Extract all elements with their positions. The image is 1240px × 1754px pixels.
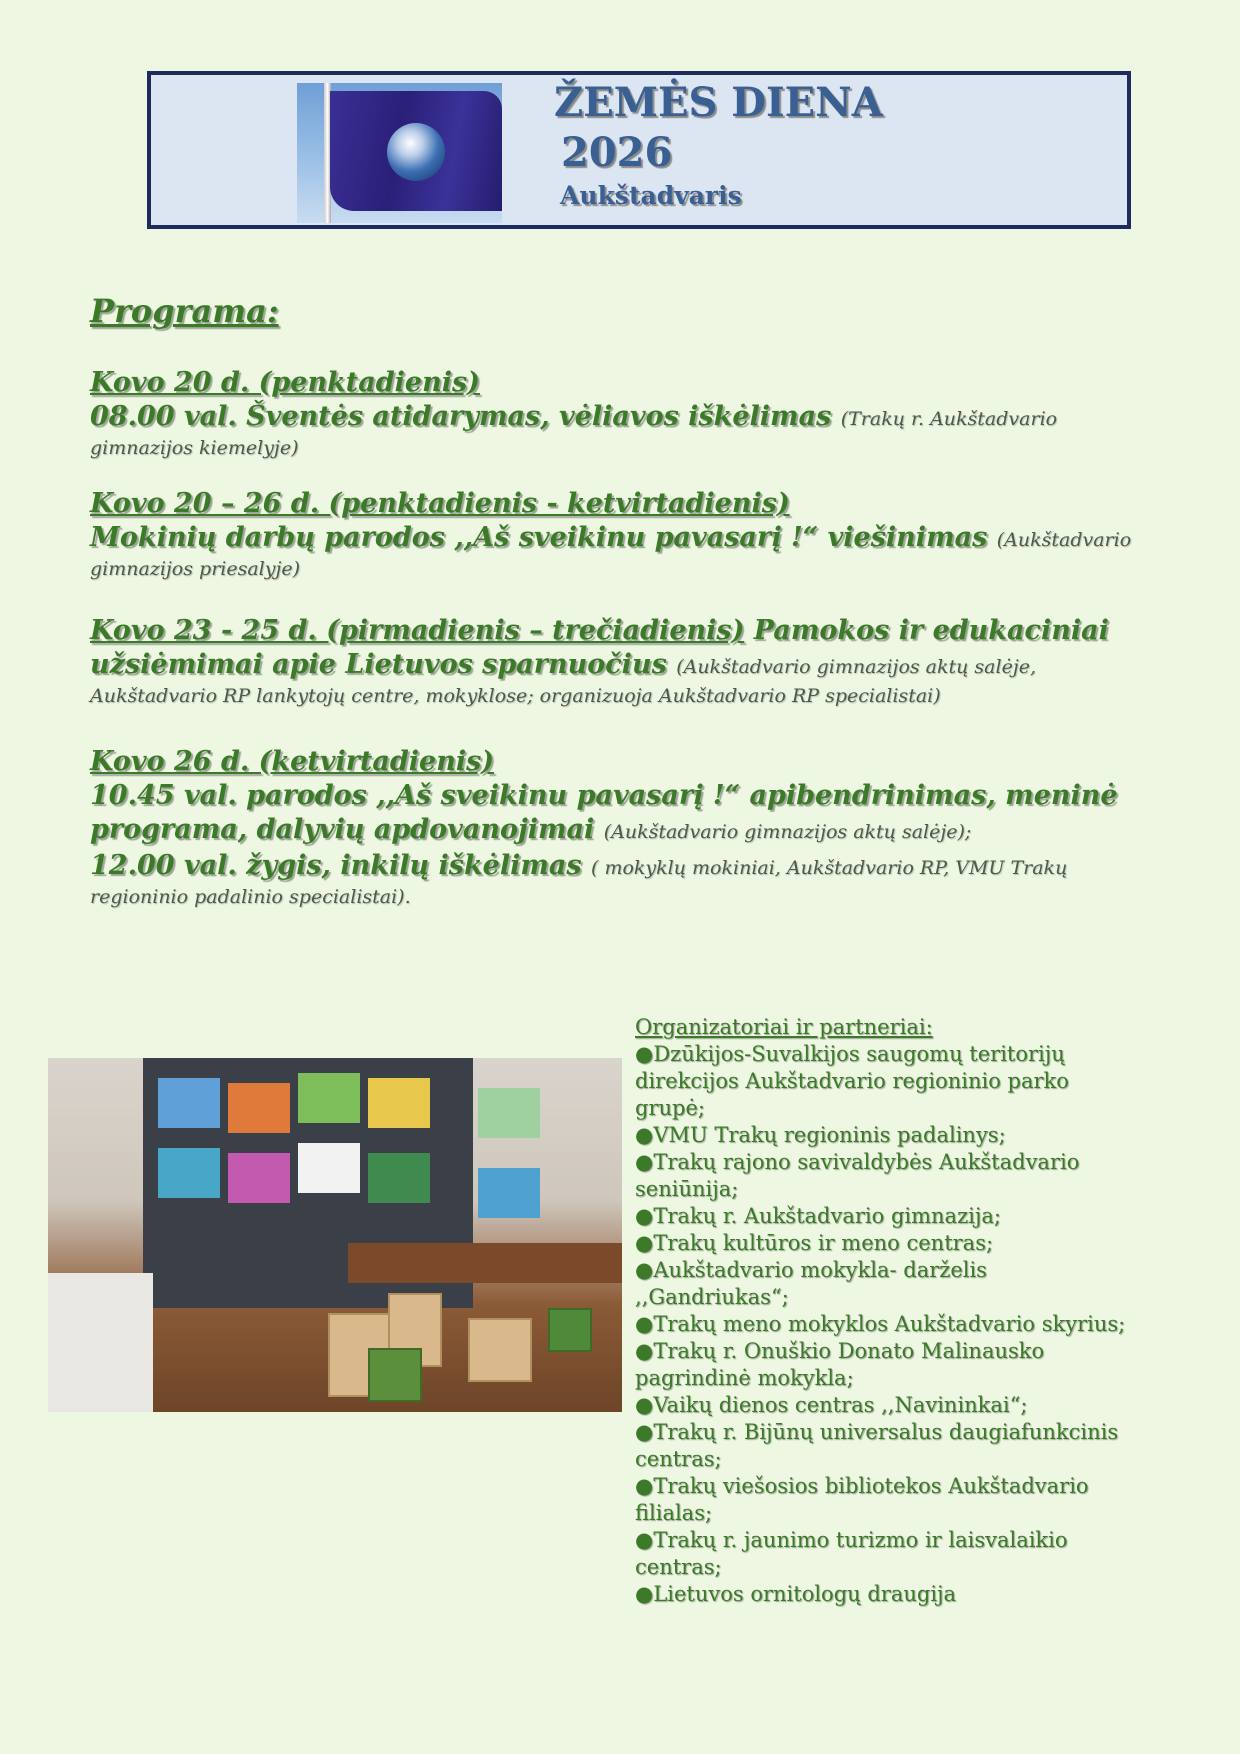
drawing-image [228,1153,290,1203]
birdhouse [548,1308,592,1352]
header-banner [147,71,1131,229]
event-place: Aukštadvaris [560,181,742,210]
partner-line: ●Trakų rajono savivaldybės Aukštadvario [635,1150,1080,1174]
partners-heading: Organizatoriai ir partneriai: [635,1015,933,1039]
event-note: (Aukštadvario [996,529,1132,551]
partner-line: centras; [635,1555,722,1579]
drawing-image [298,1073,360,1123]
event-text [90,648,1190,684]
drawing-image [368,1153,430,1203]
program-event-1 [90,366,1190,460]
drawing-image [478,1168,540,1218]
partner-line: grupė; [635,1096,705,1120]
partner-line: ●Trakų meno mokyklos Aukštadvario skyrius; [635,1312,1126,1336]
event-title: 10.45 val. parodos ,,Aš sveikinu pavasarį !“ apibendrinimas, meninė [90,780,1118,811]
partner-line: ●Dzūkijos-Suvalkijos saugomų teritorijų [635,1042,1065,1066]
event-text [90,400,1190,436]
event-title-cont: užsiėmimai apie Lietuvos sparnuočius [90,649,667,680]
drawing-image [368,1078,430,1128]
birdhouse [368,1348,422,1402]
event-title: Pamokos ir edukaciniai [753,615,1109,646]
partner-line: ●Trakų viešosios bibliotekos Aukštadvario [635,1474,1089,1498]
partner-line: centras; [635,1447,722,1471]
drawing-image [228,1083,290,1133]
partner-line: ●VMU Trakų regioninis padalinys; [635,1123,1006,1147]
partner-line: ●Aukštadvario mokykla- darželis [635,1258,987,1282]
event-note: (Trakų r. Aukštadvario [840,408,1058,430]
page-title: ŽEMĖS DIENA [554,79,883,126]
event-note: (Aukštadvario gimnazijos aktų salėje); [603,821,972,843]
partners-list [635,1014,1195,1608]
table-cloth [48,1273,153,1412]
event-text [90,813,1190,849]
drawing-image [158,1078,220,1128]
program-event-2 [90,487,1190,581]
partner-line: filialas; [635,1501,713,1525]
event-date: Kovo 23 - 25 d. (pirmadienis – trečiadienis) [90,615,745,646]
partner-line: ●Trakų r. Aukštadvario gimnazija; [635,1204,1001,1228]
event-note-cont: Aukštadvario RP lankytojų centre, mokyklose; organizuoja Aukštadvario RP specialistai) [90,685,941,707]
birdhouse [468,1318,532,1382]
partner-line: ●Trakų kultūros ir meno centras; [635,1231,994,1255]
event-text [90,521,1190,557]
partner-line: ●Trakų r. jaunimo turizmo ir laisvalaikio [635,1528,1068,1552]
event-title-2: 12.00 val. žygis, inkilų iškėlimas [90,850,582,881]
partner-line: ,,Gandriukas“; [635,1285,789,1309]
drawing-image [478,1088,540,1138]
partner-line: ●Trakų r. Onuškio Donato Malinausko [635,1339,1045,1363]
event-text-2 [90,849,1190,885]
event-date: Kovo 20 – 26 d. (penktadienis - ketvirtadienis) [90,488,790,519]
partner-line: pagrindinė mokykla; [635,1366,854,1390]
partner-line: ●Vaikų dienos centras ,,Navininkai“; [635,1393,1028,1417]
event-title: 08.00 val. Šventės atidarymas, vėliavos iškėlimas [90,401,832,432]
exhibit-desk [348,1243,622,1283]
event-note-cont: regioninio padalinio specialistai). [90,886,411,908]
program-heading: Programa: [90,292,279,330]
earth-flag-image [297,83,502,223]
drawing-image [158,1148,220,1198]
program-event-4 [90,745,1190,909]
partner-line: direkcijos Aukštadvario regioninio parko [635,1069,1069,1093]
partner-line: ●Lietuvos ornitologų draugija [635,1582,957,1606]
event-note-cont: gimnazijos priesalyje) [90,558,301,580]
event-date: Kovo 20 d. (penktadienis) [90,367,480,398]
partner-line: seniūnija; [635,1177,739,1201]
event-year: 2026 [561,129,673,176]
drawing-image [298,1143,360,1193]
event-date-line [90,614,1190,648]
event-note: (Aukštadvario gimnazijos aktų salėje, [676,656,1036,678]
program-event-3 [90,614,1190,708]
event-date: Kovo 26 d. (ketvirtadienis) [90,746,495,777]
event-title-cont: programa, dalyvių apdovanojimai [90,814,595,845]
earth-globe-icon [387,123,445,181]
exhibition-photo [48,1058,622,1412]
partner-line: ●Trakų r. Bijūnų universalus daugiafunkcinis [635,1420,1119,1444]
event-note-cont: gimnazijos kiemelyje) [90,437,299,459]
event-note-2: ( mokyklų mokiniai, Aukštadvario RP, VMU Trakų [591,857,1068,879]
event-title: Mokinių darbų parodos ,,Aš sveikinu pavasarį !“ viešinimas [90,522,988,553]
